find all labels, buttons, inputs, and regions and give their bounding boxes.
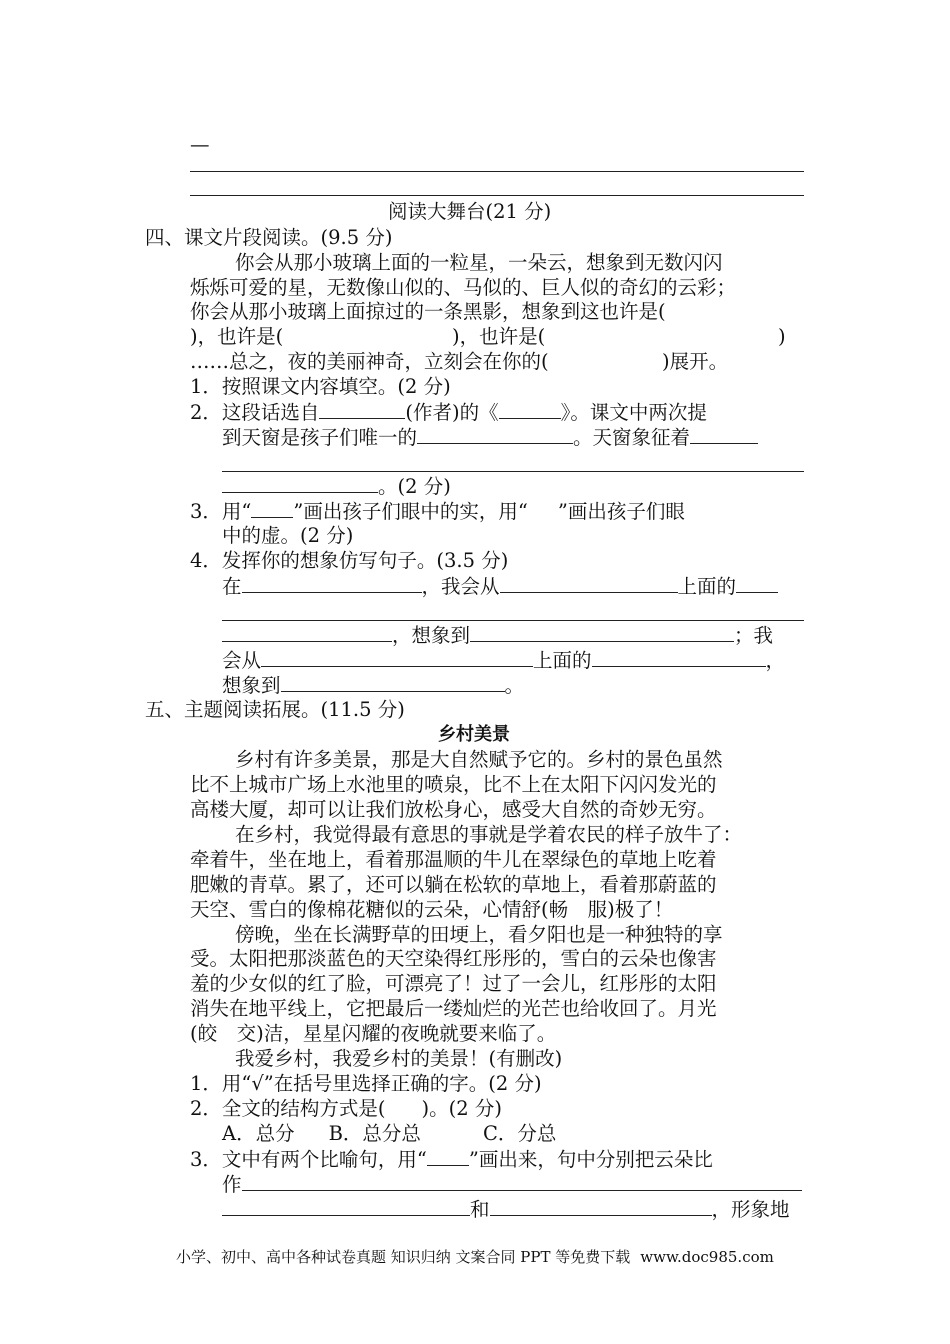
blank[interactable]	[417, 425, 573, 444]
question-4-4-line1	[222, 574, 778, 599]
blank[interactable]	[222, 474, 378, 493]
question-4-4-line4	[222, 673, 524, 698]
question-5-2-options	[222, 1122, 556, 1146]
passage-line: )，也许是(	[190, 325, 284, 348]
question-4-2-end	[222, 474, 451, 499]
blank[interactable]	[490, 1197, 712, 1216]
question-4-3-cont: 中的虚。(2 分)	[222, 524, 354, 547]
article-title: 乡村美景	[438, 724, 510, 745]
footer-url[interactable]: www.doc985.com	[640, 1248, 774, 1266]
q-text: 。(2 分)	[378, 475, 451, 498]
q-text: 》。课文中两次提	[560, 401, 707, 424]
article-line: 我爱乡村，我爱乡村的美景！(有删改)	[235, 1047, 563, 1070]
q-text: 作	[222, 1173, 242, 1196]
blank[interactable]	[470, 623, 734, 642]
article-line: 肥嫩的青草。累了，还可以躺在松软的草地上，看着那蔚蓝的	[190, 873, 717, 896]
reading-stage-heading: 阅读大舞台(21 分)	[388, 200, 552, 223]
q-text: 2．全文的结构方式是(	[190, 1097, 386, 1120]
q-text: ”画出孩子们眼中的实，用“	[293, 500, 528, 523]
article-line: 乡村有许多美景，那是大自然赋予它的。乡村的景色虽然	[235, 748, 723, 771]
question-4-4-line3	[222, 648, 785, 673]
q-text: (作者)的《	[405, 401, 499, 424]
q-text: 会从	[222, 649, 262, 672]
question-5-3	[190, 1147, 713, 1172]
article-line: 羞的少女似的红了脸，可漂亮了！过了一会儿，红彤彤的太阳	[190, 972, 717, 995]
footer-text: 小学、初中、高中各种试卷真题 知识归纳 文案合同 PPT 等免费下载	[176, 1248, 631, 1266]
option-c[interactable]: C．分总	[482, 1122, 557, 1145]
section4-title: 四、课文片段阅读。(9.5 分)	[145, 226, 393, 249]
blank	[427, 1147, 469, 1166]
passage-line: )展开。	[662, 350, 729, 373]
article-line: 在乡村，我觉得最有意思的事就是学着农民的样子放牛了：	[235, 823, 743, 846]
question-5-3-cont	[222, 1172, 802, 1197]
article-line: 比不上城市广场上水池里的喷泉，比不上在太阳下闪闪发光的	[190, 773, 717, 796]
question-4-1: 1．按照课文内容填空。(2 分)	[190, 375, 451, 398]
answer-line[interactable]	[222, 620, 804, 621]
q-text: 上面的	[533, 649, 592, 672]
blank[interactable]	[242, 1172, 802, 1191]
passage-line: ……总之，夜的美丽神奇，立刻会在你的(	[190, 350, 549, 373]
article-line: 傍晚，坐在长满野草的田埂上，看夕阳也是一种独特的享	[235, 923, 723, 946]
option-a[interactable]: A．总分	[222, 1122, 295, 1145]
answer-line	[190, 195, 804, 196]
blank[interactable]	[736, 574, 778, 593]
blank[interactable]	[242, 574, 422, 593]
q-text: 3．文中有两个比喻句，用“	[190, 1148, 427, 1171]
q-text: 想象到	[222, 674, 281, 697]
passage-line: 你会从那小玻璃上面掠过的一条黑影，想象到这也许是(	[190, 300, 666, 323]
blank[interactable]	[500, 574, 678, 593]
article-line: 消失在地平线上，它把最后一缕灿烂的光芒也给收回了。月光	[190, 997, 717, 1020]
passage-line: 你会从那小玻璃上面的一粒星，一朵云，想象到无数闪闪	[235, 251, 723, 274]
blank[interactable]	[281, 673, 505, 692]
q-text: ，想象到	[392, 624, 471, 647]
blank[interactable]	[261, 648, 533, 667]
q-text: ”画出孩子们眼	[557, 500, 685, 523]
question-5-1: 1．用“√”在括号里选择正确的字。(2 分)	[190, 1072, 542, 1095]
q-text: ，	[765, 649, 786, 672]
article-line: 天空、雪白的像棉花糖似的云朵，心情舒(畅 服)极了！	[190, 898, 674, 921]
q-text: 3．用“	[190, 500, 252, 523]
q-text: 和	[470, 1198, 490, 1221]
question-4-2	[190, 400, 707, 425]
passage-line: )	[778, 325, 786, 348]
blank	[251, 499, 293, 518]
question-4-2-cont	[222, 425, 758, 450]
top-dash: —	[190, 133, 210, 156]
question-5-3-end	[222, 1197, 790, 1222]
section5-title: 五、主题阅读拓展。(11.5 分)	[145, 698, 405, 721]
question-4-4: 4．发挥你的想象仿写句子。(3.5 分)	[190, 549, 509, 572]
blank[interactable]	[499, 400, 561, 419]
q-text: ，形象地	[711, 1198, 790, 1221]
question-4-4-line2	[222, 623, 773, 648]
q-text: 在	[222, 575, 242, 598]
passage-line: )，也许是(	[452, 325, 546, 348]
q-text: )。(2 分)	[421, 1097, 502, 1120]
question-5-2	[190, 1097, 502, 1121]
q-text: 。	[504, 674, 525, 697]
q-text: ；我	[734, 624, 774, 647]
answer-line	[190, 171, 804, 172]
q-text: 。天窗象征着	[573, 426, 691, 449]
option-b[interactable]: B．总分总	[328, 1122, 421, 1145]
answer-line[interactable]	[222, 471, 804, 472]
q-text: 2．这段话选自	[190, 401, 320, 424]
article-line: 受。太阳把那淡蓝色的天空染得红彤彤的，雪白的云朵也像害	[190, 947, 717, 970]
blank[interactable]	[222, 1197, 470, 1216]
passage-line: 烁烁可爱的星，无数像山似的、马似的、巨人似的奇幻的云彩；	[190, 276, 737, 299]
blank[interactable]	[222, 623, 392, 642]
q-text: 上面的	[677, 575, 737, 598]
q-text: ”画出来，句中分别把云朵比	[468, 1148, 713, 1171]
q-text: ，我会从	[421, 575, 500, 598]
q-text: 到天窗是孩子们唯一的	[222, 426, 418, 449]
article-line: 牵着牛，坐在地上，看着那温顺的牛儿在翠绿色的草地上吃着	[190, 848, 717, 871]
footer	[176, 1247, 774, 1267]
blank[interactable]	[319, 400, 405, 419]
article-line: 高楼大厦，却可以让我们放松身心，感受大自然的奇妙无穷。	[190, 798, 717, 821]
blank[interactable]	[690, 425, 758, 444]
question-4-3	[190, 499, 685, 524]
article-line: (皎 交)洁，星星闪耀的夜晚就要来临了。	[190, 1022, 557, 1045]
blank[interactable]	[592, 648, 766, 667]
